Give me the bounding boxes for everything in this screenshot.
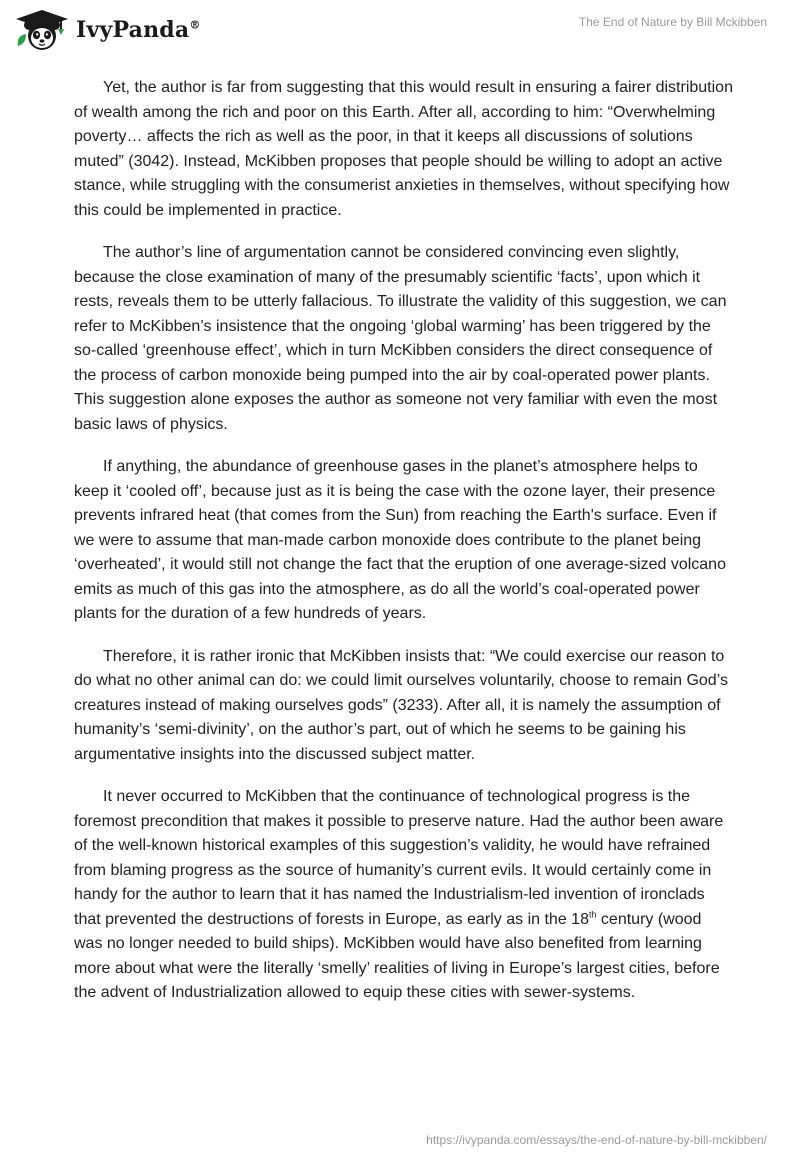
- registered-mark: ®: [189, 18, 201, 32]
- essay-body: [74, 76, 734, 1024]
- essay-paragraph: [74, 785, 734, 1006]
- paragraph-text-part: It never occurred to McKibben that the continuance of technological progress is the foremost precondition that makes it possible to preserve nature. Had the author been aware of the well-known historical examples of this suggestion’s validity, he would have refrained from blaming progress as the source of humanity’s current evils. It would certainly come in handy for the author to learn that it has named the Industrialism-led invention of ironclads that prevented the destructions of forests in Europe, as early as in the 18: [74, 788, 724, 928]
- page-header: [0, 0, 800, 60]
- essay-paragraph: The author’s line of argumentation cannot be considered convincing even slightly, because the close examination of many of the presumably scientific ‘facts’, upon which it rests, reveals them to be utterly fallacious. To illustrate the validity of this suggestion, we can refer to McKibben’s insistence that the ongoing ‘global warming’ has been triggered by the so-called ‘greenhouse effect’, which in turn McKibben considers the direct consequence of the process of carbon monoxide being pumped into the air by coal-operated power plants. This suggestion alone exposes the author as someone not very familiar with even the most basic laws of physics.: [74, 244, 727, 433]
- brand-text: IvyPanda: [76, 17, 190, 43]
- paragraph-text-part: century (wood was no longer needed to build ships). McKibben would have also benefited from learning more about what were the literally ‘smelly’ realities of living in Europe’s largest cities, before the advent of Industrialization allowed to equip these cities with sewer-systems.: [74, 910, 720, 1001]
- panda-graduate-icon: [14, 8, 70, 52]
- source-url[interactable]: https://ivypanda.com/essays/the-end-of-nature-by-bill-mckibben/: [426, 1133, 767, 1147]
- essay-paragraph: Therefore, it is rather ironic that McKibben insists that: “We could exercise our reason to do what no other animal can do: we could limit ourselves voluntarily, choose to remain God’s creatures instead of making ourselves gods” (3233). After all, it is namely the assumption of humanity’s ‘semi-divinity’, on the author’s part, out of which he seems to be gaining his argumentative insights into the discussed subject matter.: [74, 647, 728, 763]
- ivypanda-logo[interactable]: [14, 8, 201, 52]
- ordinal-superscript: th: [588, 909, 597, 920]
- essay-paragraph: If anything, the abundance of greenhouse gases in the planet’s atmosphere helps to keep it ‘cooled off’, because just as it is being the case with the ozone layer, their presence prevents infrared heat (that comes from the Sun) from reaching the Earth's surface. Even if we were to assume that man-made carbon monoxide does contribute to the planet being ‘overheated’, it would still not change the fact that the eruption of one average-sized volcano emits as much of this gas into the atmosphere, as do all the world’s coal-operated power plants for the duration of a few hundreds of years.: [74, 458, 726, 622]
- document-title: The End of Nature by Bill Mckibben: [578, 15, 767, 29]
- essay-paragraph: Yet, the author is far from suggesting that this would result in ensuring a fairer distribution of wealth among the rich and poor on this Earth. After all, according to him: “Overwhelming poverty… affects the rich as well as the poor, in that it keeps all discussions of solutions muted” (3042). Instead, McKibben proposes that people should be willing to adopt an active stance, while struggling with the consumerist anxieties in themselves, without specifying how this could be implemented in practice.: [74, 79, 733, 219]
- brand-name: [76, 17, 201, 43]
